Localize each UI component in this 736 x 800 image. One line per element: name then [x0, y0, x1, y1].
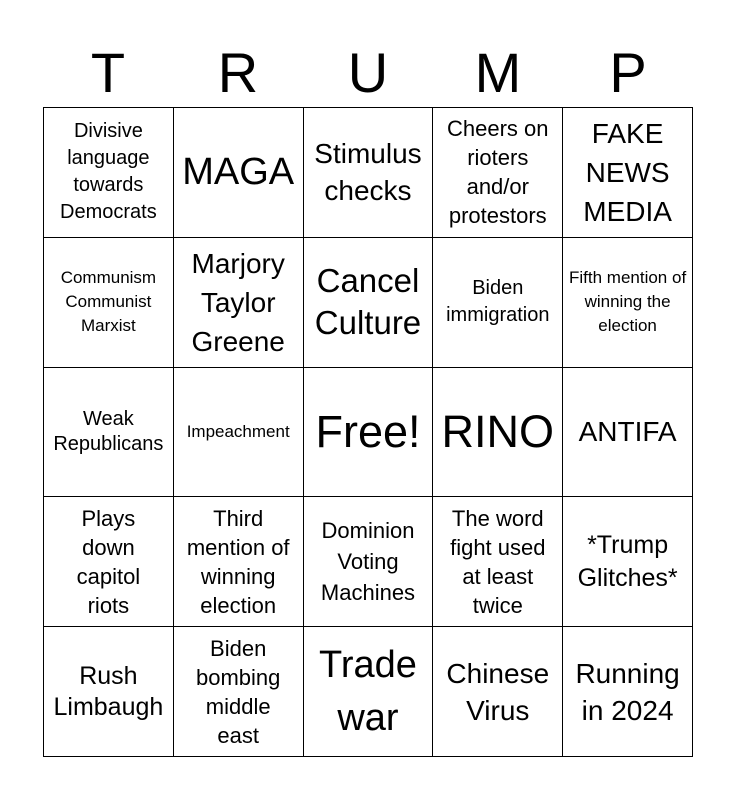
bingo-cell-r5c2[interactable]: [174, 627, 304, 757]
header-letter-m: M: [474, 41, 522, 104]
cell-text: Cheers on rioters and/or protestors: [447, 116, 549, 229]
header-letter-u: U: [347, 41, 389, 104]
bingo-cell-r2c4[interactable]: [433, 238, 563, 368]
bingo-cell-r1c3[interactable]: [304, 108, 434, 238]
cell-text: Chinese Virus: [446, 657, 550, 726]
header-letter-r: R: [217, 41, 259, 104]
cell-text: Weak Republicans: [53, 407, 164, 455]
bingo-cell-r3c3[interactable]: [304, 368, 434, 498]
cell-text: Rush Limbaugh: [53, 661, 164, 721]
bingo-cell-r2c3[interactable]: [304, 238, 434, 368]
cell-text: Biden bombing middle east: [195, 635, 281, 748]
bingo-cell-r5c5[interactable]: [563, 627, 693, 757]
cell-text: FAKE NEWS MEDIA: [583, 117, 672, 227]
cell-text: Trade war: [319, 643, 417, 739]
cell-text: RINO: [441, 405, 555, 457]
cell-text: Stimulus checks: [314, 138, 422, 207]
bingo-cell-r4c4[interactable]: [433, 497, 563, 627]
bingo-cell-r4c1[interactable]: [44, 497, 174, 627]
cell-text: Fifth mention of winning the election: [569, 268, 687, 336]
bingo-cell-r4c3[interactable]: [304, 497, 434, 627]
cell-text: Divisive language towards Democrats: [60, 120, 157, 224]
cell-text: Communism Communist Marxist: [60, 268, 157, 336]
cell-text: Running in 2024: [575, 657, 680, 726]
cell-text: Plays down capitol riots: [76, 505, 141, 618]
bingo-cell-r3c4[interactable]: [433, 368, 563, 498]
bingo-cell-r3c5[interactable]: [563, 368, 693, 498]
bingo-cell-r3c2[interactable]: [174, 368, 304, 498]
cell-text: Third mention of winning election: [186, 505, 290, 618]
bingo-cell-r2c1[interactable]: [44, 238, 174, 368]
bingo-cell-r5c1[interactable]: [44, 627, 174, 757]
cell-text: *Trump Glitches*: [577, 530, 678, 592]
bingo-cell-r3c1[interactable]: [44, 368, 174, 498]
cell-text: Dominion Voting Machines: [320, 518, 416, 606]
cell-text: Marjory Taylor Greene: [191, 247, 285, 357]
bingo-board: [43, 107, 693, 757]
bingo-cell-r2c5[interactable]: [563, 238, 693, 368]
cell-text: Biden immigration: [446, 277, 550, 327]
bingo-cell-r1c1[interactable]: [44, 108, 174, 238]
bingo-cell-r2c2[interactable]: [174, 238, 304, 368]
bingo-cell-r1c5[interactable]: [563, 108, 693, 238]
bingo-header: [43, 40, 693, 106]
bingo-cell-r1c2[interactable]: [174, 108, 304, 238]
bingo-cell-r4c5[interactable]: [563, 497, 693, 627]
cell-text: The word fight used at least twice: [450, 505, 546, 618]
cell-text: Free!: [315, 405, 421, 457]
bingo-cell-r5c3[interactable]: [304, 627, 434, 757]
bingo-cell-r1c4[interactable]: [433, 108, 563, 238]
cell-text: ANTIFA: [578, 416, 677, 448]
cell-text: Impeachment: [186, 421, 290, 441]
cell-text: MAGA: [182, 151, 295, 194]
bingo-cell-r4c2[interactable]: [174, 497, 304, 627]
header-letter-t: T: [90, 41, 126, 104]
cell-text: Cancel Culture: [314, 262, 422, 342]
bingo-cell-r5c4[interactable]: [433, 627, 563, 757]
header-letter-p: P: [609, 41, 647, 104]
